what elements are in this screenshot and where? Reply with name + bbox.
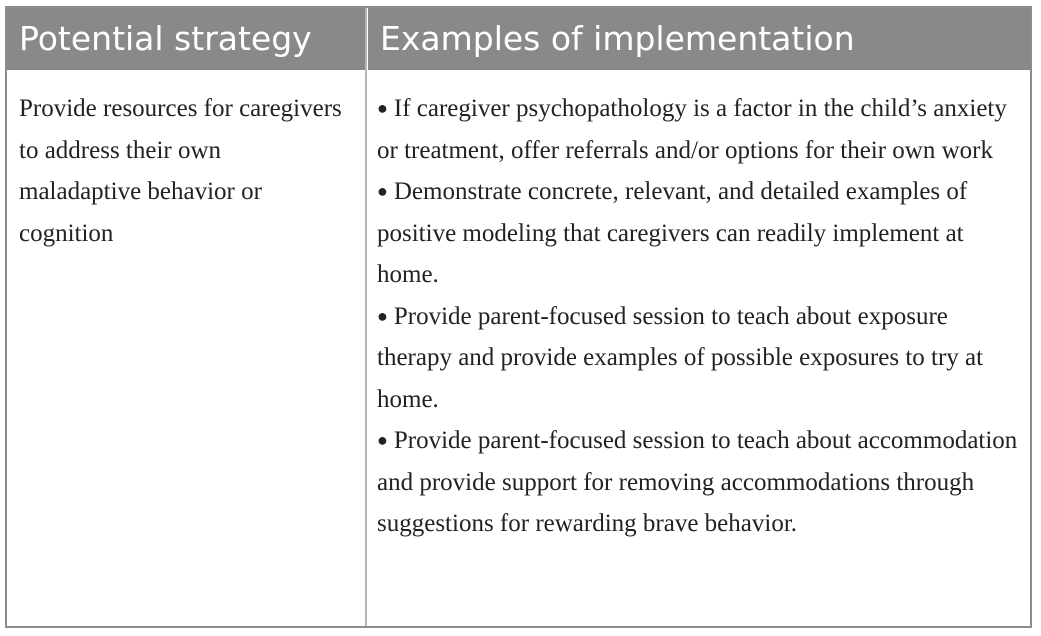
table-cell-strategy: Provide resources for caregivers to address their own maladaptive behavior or cognition — [19, 95, 342, 247]
list-item-text: Provide parent-focused session to teach about exposure therapy and provide examples of possible exposures to try at home. — [377, 302, 984, 413]
header-examples-of-implementation: Examples of implementation — [380, 19, 855, 58]
list-item — [377, 420, 1027, 545]
bullet-icon: ● — [377, 98, 388, 118]
bullet-icon: ● — [377, 181, 388, 201]
bullet-icon: ● — [377, 430, 388, 450]
table-header-row — [7, 8, 1030, 70]
table-cell-examples — [377, 88, 1027, 545]
list-item — [377, 296, 1027, 421]
strategy-table — [5, 6, 1032, 628]
header-potential-strategy: Potential strategy — [19, 19, 312, 58]
bullet-icon: ● — [377, 305, 388, 326]
list-item-text: Provide parent-focused session to teach about accommodation and provide support for removing accommodations through suggestions for rewarding brave behavior. — [377, 427, 1018, 537]
list-item-text: If caregiver psychopathology is a factor in the child’s anxiety or treatment, offer referrals and/or options for their own work — [377, 95, 1007, 164]
column-divider — [365, 8, 367, 626]
list-item-text: Demonstrate concrete, relevant, and detailed examples of positive modeling that caregivers can readily implement at home. — [377, 178, 968, 288]
list-item — [377, 171, 1027, 296]
list-item — [377, 88, 1027, 171]
